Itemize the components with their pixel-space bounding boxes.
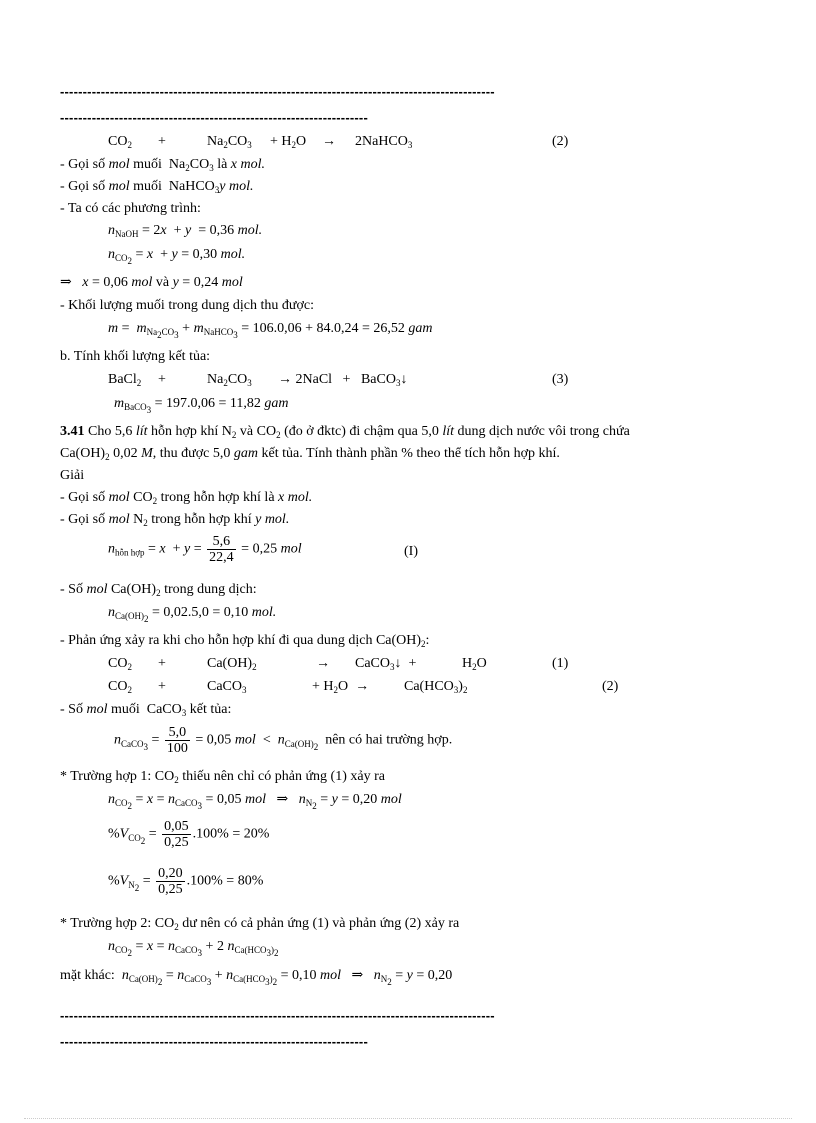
text-line: - Ta có các phương trình: [60, 201, 201, 216]
math-line: $n_{hỗn hợp} = x + y$ = $\frac{5,6}{22,4}$ = 0,25 mol [108, 534, 302, 565]
text-line: - Phản ứng xảy ra khi cho hỗn hợp khí đi qua dung dịch $Ca(OH)_2$: [60, 633, 430, 649]
math-line: $\%V_{N_2}$ = $\frac{0,20}{0,25}$ .100% = 80% [108, 866, 264, 897]
case-heading: * Trường hợp 2: $CO_2$ dư nên có cả phản ứng (1) và phản ứng (2) xảy ra [60, 916, 460, 932]
equation-number: (3) [552, 372, 569, 387]
problem-statement: 3.41 Cho 5,6 lít hỗn hợp khí $N_2$ và $CO_2$ (đo ở đktc) đi chậm qua 5,0 lít dung dịch nước vôi trong chứa [60, 424, 630, 440]
problem-statement: $Ca(OH)_2$ 0,02 M, thu được 5,0 gam kết tủa. Tính thành phần % theo thể tích hỗn hợp khí. [60, 446, 560, 462]
text-line: - Gọi số mol muối $Na_2CO_3$ là x mol. [60, 157, 266, 173]
separator-dashes: ------------------------------------------------------------------------------------------------ [60, 1008, 495, 1023]
text-line: b. Tính khối lượng kết tủa: [60, 349, 211, 364]
text-line: - Gọi số mol $N_2$ trong hỗn hợp khí y mol. [60, 512, 290, 528]
separator-dashes: -------------------------------------------------------------------- [60, 1034, 368, 1049]
text-line: - Số mol muối CaCO$_3$ kết tủa: [60, 702, 232, 718]
math-line: $m = m_{Na_2CO_3} + m_{NaHCO_3} = 106.0,06 + 84.0,24 = 26,52$ gam [108, 321, 433, 340]
math-line: $n_{CaCO_3}$ = $\frac{5,0}{100}$ = 0,05 mol < $n_{Ca(OH)_2}$ nên có hai trường hợp. [114, 725, 453, 756]
text-line: - Số mol $Ca(OH)_2$ trong dung dịch: [60, 582, 257, 598]
text-line: - Gọi số mol muối NaHCO$_3$y mol. [60, 179, 254, 195]
math-line: $\%V_{CO_2}$ = $\frac{0,05}{0,25}$ .100% = 20% [108, 819, 270, 850]
text-line: - Gọi số mol $CO_2$ trong hỗn hợp khí là x mol. [60, 490, 313, 506]
math-line: $n_{CO_2} = x = n_{CaCO_3} + 2$ $n_{Ca(HCO_3)_2}$ [108, 939, 279, 958]
text-line: - Khối lượng muối trong dung dịch thu được: [60, 298, 314, 313]
separator-dashes: ------------------------------------------------------------------------------------------------ [60, 84, 495, 99]
math-line: $n_{NaOH} = 2x + y = 0,36$ mol. [108, 223, 263, 239]
page-bottom-border [24, 1118, 792, 1119]
case-heading: * Trường hợp 1: $CO_2$ thiếu nên chỉ có phản ứng (1) xảy ra [60, 769, 385, 785]
math-line: $m_{BaCO_3} = 197.0,06 = 11,82$ gam [114, 396, 289, 415]
separator-dashes: -------------------------------------------------------------------- [60, 110, 368, 125]
equation-number: (1) [552, 656, 569, 671]
equation-number: (2) [552, 134, 569, 149]
equation-number: (2) [602, 679, 619, 694]
solution-heading: Giải [60, 468, 85, 483]
math-line: $n_{Ca(OH)_2} = 0,02.5,0 = 0,10$ mol. [108, 605, 277, 624]
math-line: ⇒ x = 0,06 mol và y = 0,24 mol [60, 275, 243, 290]
math-line: $n_{CO_2} = x + y = 0,30$ mol. [108, 247, 246, 266]
math-line: $n_{CO_2} = x = n_{CaCO_3} = 0,05$ mol ⇒ $n_{N_2} = y = 0,20$ mol [108, 792, 402, 811]
equation-number: (I) [404, 544, 418, 559]
math-line: mặt khác: $n_{Ca(OH)_2} = n_{CaCO_3} + n_{Ca(HCO_3)_2} = 0,10$ mol ⇒ $n_{N_2} = y = 0,20$ [60, 968, 453, 987]
